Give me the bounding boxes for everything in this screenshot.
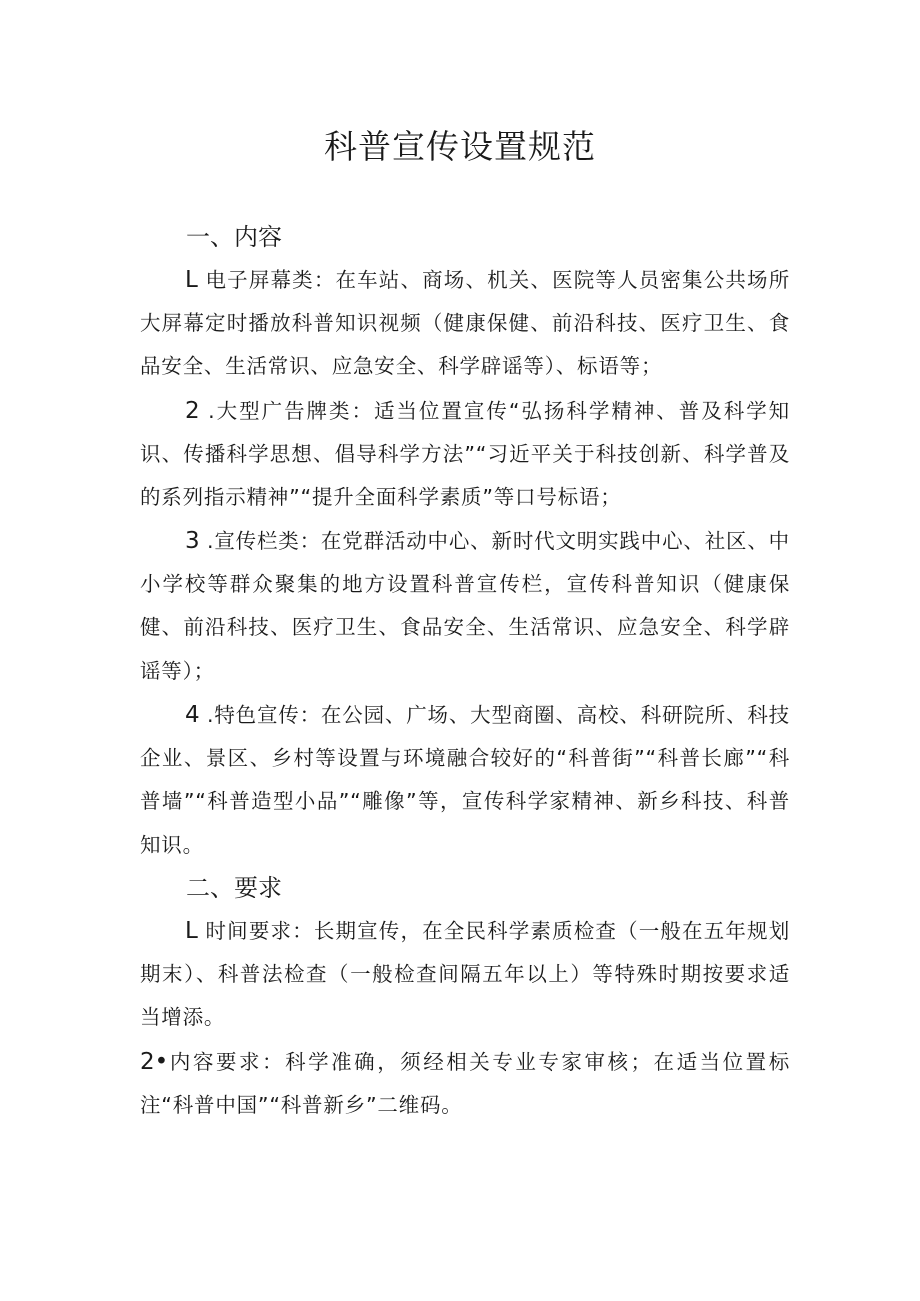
item-marker: L — [185, 918, 198, 944]
item-marker: 4 — [185, 702, 200, 728]
item-marker: 2• — [140, 1049, 169, 1075]
paragraph-featured-promotion — [140, 694, 790, 867]
item-marker: 2 — [185, 398, 200, 424]
item-text: .大型广告牌类：适当位置宣传“弘扬科学精神、普及科学知识、传播科学思想、倡导科学方法”“习近平关于科技创新、科学普及的系列指示精神”“提升全面科学素质”等口号标语； — [140, 399, 790, 510]
item-text: 时间要求：长期宣传，在全民科学素质检查（一般在五年规划期末）、科普法检查（一般检查间隔五年以上）等特殊时期按要求适当增添。 — [140, 919, 790, 1030]
paragraph-billboards — [140, 390, 790, 520]
paragraph-bulletin-boards — [140, 520, 790, 693]
paragraph-time-requirements — [140, 910, 790, 1040]
paragraph-content-requirements — [140, 1041, 790, 1127]
page-title: 科普宣传设置规范 — [324, 127, 596, 166]
section-heading-requirements: 二、要求 — [186, 874, 282, 902]
item-text: 电子屏幕类：在车站、商场、机关、医院等人员密集公共场所大屏幕定时播放科普知识视频（健康保健、前沿科技、医疗卫生、食品安全、生活常识、应急安全、科学辟谣等）、标语等； — [140, 268, 790, 379]
item-text: .特色宣传：在公园、广场、大型商圈、高校、科研院所、科技企业、景区、乡村等设置与环境融合较好的“科普街”“科普长廊”“科普墙”“科普造型小品”“雕像”等，宣传科学家精神、新乡科技、科普知识。 — [140, 703, 790, 857]
paragraph-electronic-screens — [140, 259, 790, 389]
item-marker: L — [185, 267, 198, 293]
item-marker: 3 — [185, 528, 200, 554]
item-text: .宣传栏类：在党群活动中心、新时代文明实践中心、社区、中小学校等群众聚集的地方设置科普宣传栏，宣传科普知识（健康保健、前沿科技、医疗卫生、食品安全、生活常识、应急安全、科学辟谣等）； — [140, 529, 790, 683]
item-text: 内容要求：科学准确，须经相关专业专家审核；在适当位置标注“科普中国”“科普新乡”二维码。 — [140, 1050, 790, 1118]
section-heading-content: 一、内容 — [186, 223, 282, 251]
